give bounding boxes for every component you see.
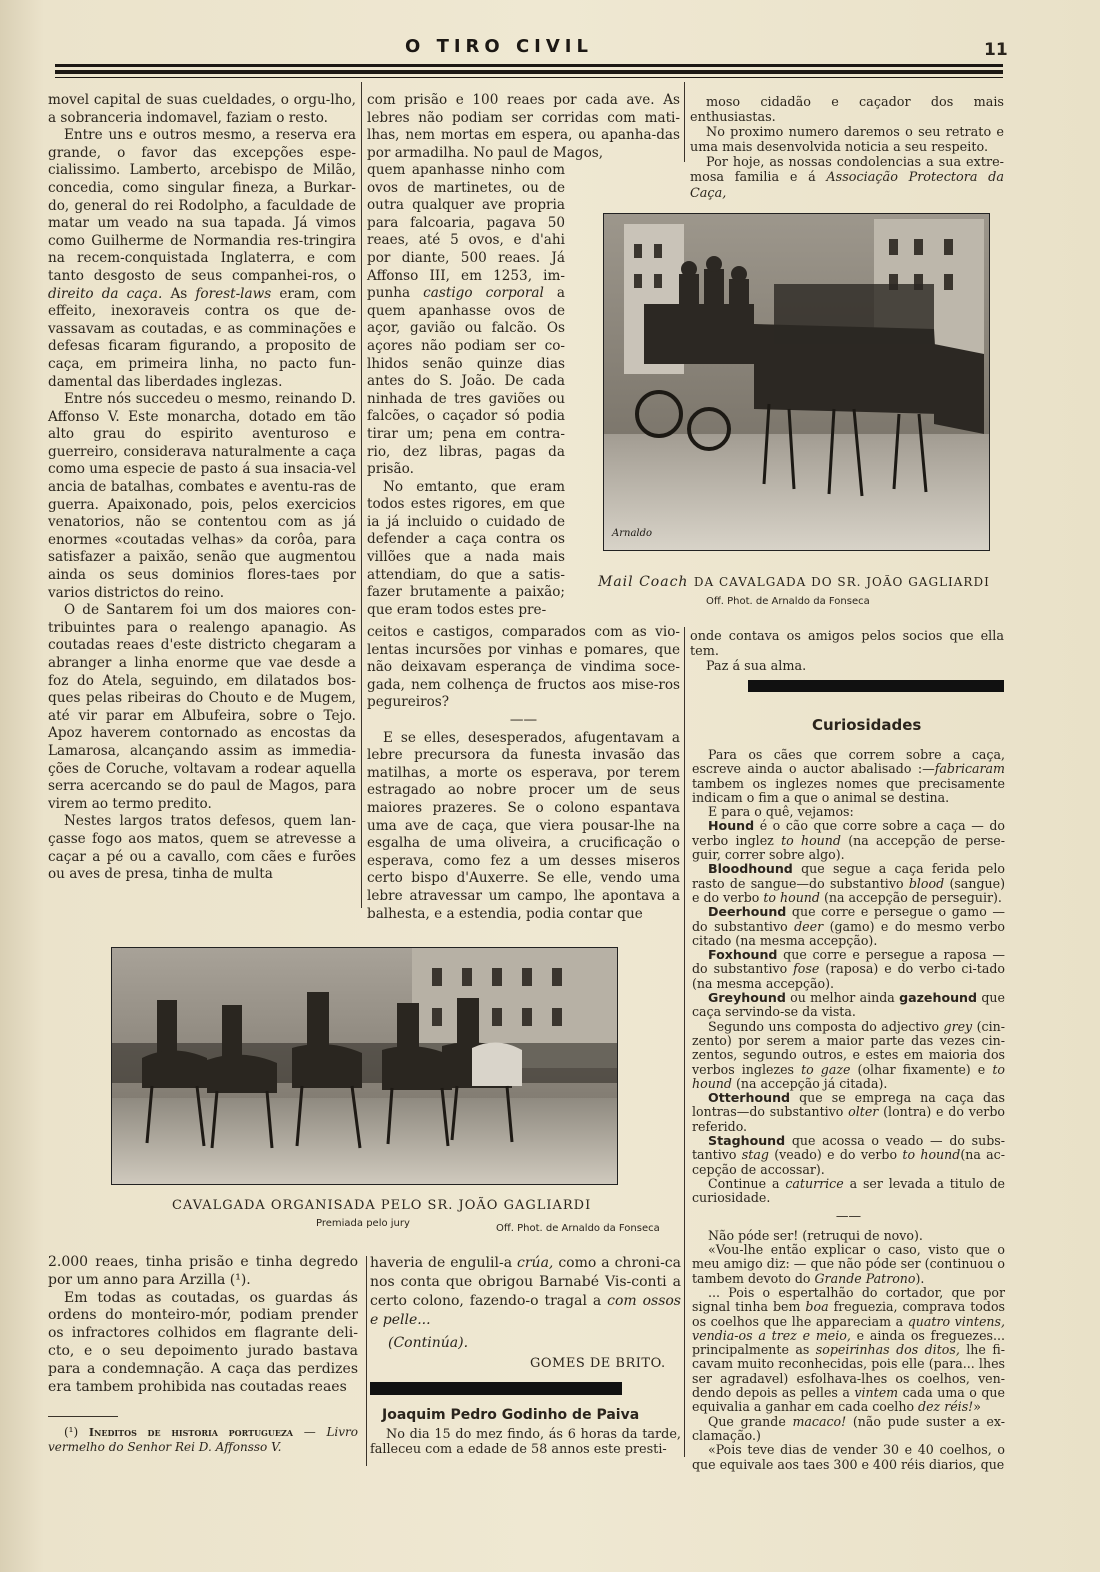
column-2-top-text	[367, 92, 680, 162]
footnote: (¹) Ineditos de historia portugueza — Livro vermelho do Senhor Rei D. Affonsso V.	[48, 1425, 358, 1454]
header-rule-thick	[55, 70, 1003, 74]
col2-paragraph: E se elles, desesperados, afugentavam a lebre precursora da funesta invasão das matilhas, a morte os esperava, por terem estragado ao nobre procer um de seus maiores prazeres. Se o colono espantava uma ave de caça, que viera pousar-lhe na esgalha de uma oliveira, a crucificação o esperava, como fez a um desses miseros certo bispo d'Auxerre. Se elle, vendo uma lebre atravessar um campo, lhe apontava a balhesta, e a estendia, podia contar que	[367, 729, 680, 922]
lower1-paragraph: Em todas as coutadas, os guardas ás ordens do monteiro-mór, podiam prender os infractores colhidos em flagrante deli-cto, e o seu depoimento jurado bastava para a condemnação. A caça das perdizes era tambem prohibida nas coutadas reaes	[48, 1289, 358, 1395]
col1-paragraph: Entre nós succedeu o mesmo, reinando D. Affonso V. Este monarcha, dotado em tão alto grau do espirito aventuroso e guerreiro, considerava naturalmente a caça como uma especie de pasto á sua insacia-vel ancia de batalhas, combates e aventu-ras de guerra. Apaixonado, pois, pelos exercicios venatorios, não se contentou com as já enormes «coutadas velhas» da corôa, para satisfazer a paixão, senão que augmentou ainda os seus dominios flores-taes por varios districtos do reino.	[48, 391, 356, 601]
curiosidades-paragraph: E para o quê, vejamos:	[708, 804, 854, 820]
col3-paragraph: Paz á sua alma.	[706, 659, 807, 675]
col1-paragraph: O de Santarem foi um dos maiores con-tribuintes para o realengo apanagio. As coutadas reaes d'este districto chegaram a abranger a linha enorme que vae desde a foz do Atela, seguindo, em dilatados bos-ques pelas ribeiras do Chouto e de Mugem, até vir parar em Albufeira, sobre o Tejo. Apoz haverem contornado as encostas da Lamarosa, alcançando assim as immedia-ções de Coruche, voltavam a rodear aquella serra acercando se do paul de Magos, para virem ao termo predito.	[48, 602, 356, 812]
mail-coach-caption: Mail Coach DA CAVALGADA DO SR. JOÃO GAGLIARDI	[598, 574, 990, 590]
cavalgada-award: Premiada pelo jury	[316, 1218, 410, 1229]
page-number: 11	[984, 40, 1008, 60]
curiosidades-paragraph: Para os cães que correm sobre a caça, escreve ainda o auctor abalisado :—fabricaram tambem os inglezes nomes que precisamente indicam o fim a que o animal se destina.	[692, 747, 1005, 805]
col1-paragraph: movel capital de suas cueldades, o orgu-lho, a sobranceria indomavel, faziam o resto.	[48, 92, 356, 126]
col3-paragraph: Por hoje, as nossas condolencias a sua extre-mosa familia e á Associação Protectora da Caça,	[690, 155, 1004, 201]
col1-paragraph: Nestes largos tratos defesos, quem lan-çasse fogo aos matos, quem se atrevesse a caçar a pé ou a cavallo, com cães e furões ou aves de presa, tinha de multa	[48, 813, 356, 883]
column-2-lower-text	[367, 624, 680, 923]
col2-paragraph: quem apanhasse ninho com ovos de martinetes, ou de outra qualquer ave propria para falcoaria, pagava 50 reaes, até 5 ovos, e d'ahi por diante, 500 reaes. Já Affonso III, em 1253, im-punha castigo corporal a quem apanhasse ovos de açor, gavião ou falcão. Os açores não podiam ser co-lhidos senão quinze dias antes do S. João. De cada ninhada de tres gaviões ou falcões, o caçador só podia tirar um; pena em contra-rio, dez libras, pagas da prisão.	[367, 162, 565, 478]
curiosidades-paragraph: «Pois teve dias de vender 30 e 40 coelhos, o que equivale aos taes 300 e 400 réis diarios, que	[692, 1442, 1005, 1472]
obituary-title: Joaquim Pedro Godinho de Paiva	[382, 1407, 640, 1423]
continua-label: (Continúa).	[388, 1335, 469, 1351]
greyhound-entry: Greyhound ou melhor ainda gazehound que caça servindo-se da vista.	[692, 990, 1005, 1020]
cavalgada-caption: CAVALGADA ORGANISADA PELO SR. JOÃO GAGLIARDI	[172, 1198, 592, 1213]
column-rule-2-top	[684, 82, 685, 162]
hound-entry: Hound é o cão que corre sobre a caça — do verbo inglez to hound (na accepção de perse-guir, correr sobre algo).	[692, 818, 1005, 863]
header-rule-top	[55, 64, 1003, 67]
cavalgada-credit: Off. Phot. de Arnaldo da Fonseca	[496, 1223, 660, 1234]
col2-paragraph: com prisão e 100 reaes por cada ave. As lebres não podiam ser corridas com mati-lhas, nem mortas em espera, ou apanha-das por armadilha. No paul de Magos,	[367, 92, 680, 161]
lower-column-2-text	[370, 1254, 681, 1330]
curiosidades-paragraph: Continue a caturrice a ser levada a titulo de curiosidade.	[692, 1175, 1005, 1206]
lower-column-1-text	[48, 1254, 358, 1396]
col3-paragraph: moso cidadão e caçador dos mais enthusiastas.	[690, 95, 1004, 126]
mail-coach-illustration	[604, 214, 989, 550]
col3-paragraph: onde contava os amigos pelos socios que ella tem.	[690, 629, 1004, 660]
obituary-text: No dia 15 do mez findo, ás 6 horas da tarde, falleceu com a edade de 58 annos este presti-	[370, 1427, 681, 1458]
column-rule-lower	[366, 1256, 367, 1466]
curiosidades-title: Curiosidades	[812, 716, 922, 734]
col1-paragraph: Entre uns e outros mesmo, a reserva era grande, o favor das excepções espe-cialissimo. Lamberto, arcebispo de Milão, concedia, como singular fineza, a Burkar-do, general do rei Rodolpho, a faculdade de matar um veado na sua tapada. Já vimos como Guilherme de Normandia res-tringira na recem-conquistada Inglaterra, e com tanto desgosto de seus companhei-ros, o direito da caça. As forest-laws eram, com effeito, inexoraveis contra os que de-vassavam as coutadas, e as comminações e defesas ficaram figurando, a proposito de caça, em primeira linha, no pacto fun-damental das liberdades inglezas.	[48, 127, 356, 390]
section-dash: ——	[835, 1207, 862, 1223]
column-1-text	[48, 92, 356, 884]
column-3-top-text	[690, 95, 1004, 201]
cavalgada-photo	[111, 947, 618, 1185]
curiosidades-text	[692, 748, 1005, 1472]
col2-paragraph: ceitos e castigos, comparados com as vio-lentas incursões por vinhas e pomares, que não deixavam esperança de vindima soce-gada, nem colhença de fructos aos mise-ros pegureiros?	[367, 624, 680, 711]
curiosidades-paragraph: ... Pois o espertalhão do cortador, que por signal tinha bem boa freguezia, comprava todos os coelhos que lhe appareciam a quatro vintens, vendia-os a trez e meio, e ainda os freguezes... principalmente as sopeirinhas dos ditos, lhe fi-cavam muito reconhecidas, pois elle (para... lhes ser agradavel) esfolhava-lhes os coelhos, ven-dendo depois as pelles a vintem cada uma o que equivalia a ganhar em cada coelho dez réis!»	[692, 1284, 1005, 1415]
mail-coach-photo	[603, 213, 990, 551]
staghound-entry: Staghound que acossa o veado — do subs-tantivo stag (veado) e do verbo to hound(na ac-cepção de accossar).	[692, 1133, 1005, 1177]
column-rule-1	[361, 82, 362, 908]
cavalgada-illustration	[112, 948, 617, 1184]
section-dash: ——	[509, 711, 538, 728]
header-rule-thin	[55, 77, 1003, 78]
mail-coach-credit: Off. Phot. de Arnaldo da Fonseca	[706, 596, 870, 607]
photo-signature: Arnaldo	[612, 528, 653, 539]
deerhound-entry: Deerhound que corre e persegue o gamo —do substantivo deer (gamo) e do mesmo verbo citado (na mesma accepção).	[692, 904, 1005, 948]
lower1-paragraph: 2.000 reaes, tinha prisão e tinha degredo por um anno para Arzilla (¹).	[48, 1254, 358, 1288]
greyhound-etymology: Segundo uns composta do adjectivo grey (cin-zento) por serem a maior parte das vezes cin-zentos, segundo outros, e estes em maioria dos verbos inglezes to gaze (olhar fixamente) e to hound (na accepção já citada).	[692, 1018, 1005, 1091]
column-rule-2-bottom	[684, 627, 685, 1457]
decorative-bar	[370, 1382, 622, 1395]
col2-paragraph: No emtanto, que eram todos estes rigores, em que ia já incluido o cuidado de defender a caça contra os villões que a nada mais attendiam, do que a satis-fazer brutamente a paixão; que eram todos estes pre-	[367, 478, 565, 618]
article-author: GOMES DE BRITO.	[530, 1356, 666, 1371]
footnote-rule	[48, 1416, 118, 1417]
bloodhound-entry: Bloodhound que segue a caça ferida pelo rasto de sangue—do substantivo blood (sangue) e do verbo to hound (na accepção de perseguir).	[692, 861, 1005, 905]
curiosidades-paragraph: «Vou-lhe então explicar o caso, visto que o meu amigo diz: — que não póde ser (continuou o tambem devoto do Grande Patrono).	[692, 1242, 1005, 1286]
column-3-obit-end	[690, 629, 1004, 674]
column-2-narrow-text	[367, 162, 565, 619]
decorative-bar	[748, 680, 1004, 692]
page-header-title: O TIRO CIVIL	[405, 36, 593, 57]
curiosidades-paragraph: Que grande macaco! (não pude suster a ex-clamação.)	[692, 1413, 1005, 1443]
otterhound-entry: Otterhound que se emprega na caça das lontras—do substantivo olter (lontra) e do verbo referido.	[692, 1090, 1005, 1134]
curiosidades-paragraph: Não póde ser! (retruqui de novo).	[708, 1227, 923, 1243]
lower2-paragraph: haveria de engulil-a crúa, como a chroni-ca nos conta que obrigou Barnabé Vis-conti a certo colono, fazendo-o tragal a com ossos e pelle...	[370, 1255, 681, 1328]
foxhound-entry: Foxhound que corre e persegue a raposa —do substantivo fose (raposa) e do verbo ci-tado (na mesma accepção).	[692, 947, 1005, 991]
col3-paragraph: No proximo numero daremos o seu retrato e uma mais desenvolvida noticia a seu respeito.	[690, 125, 1004, 156]
